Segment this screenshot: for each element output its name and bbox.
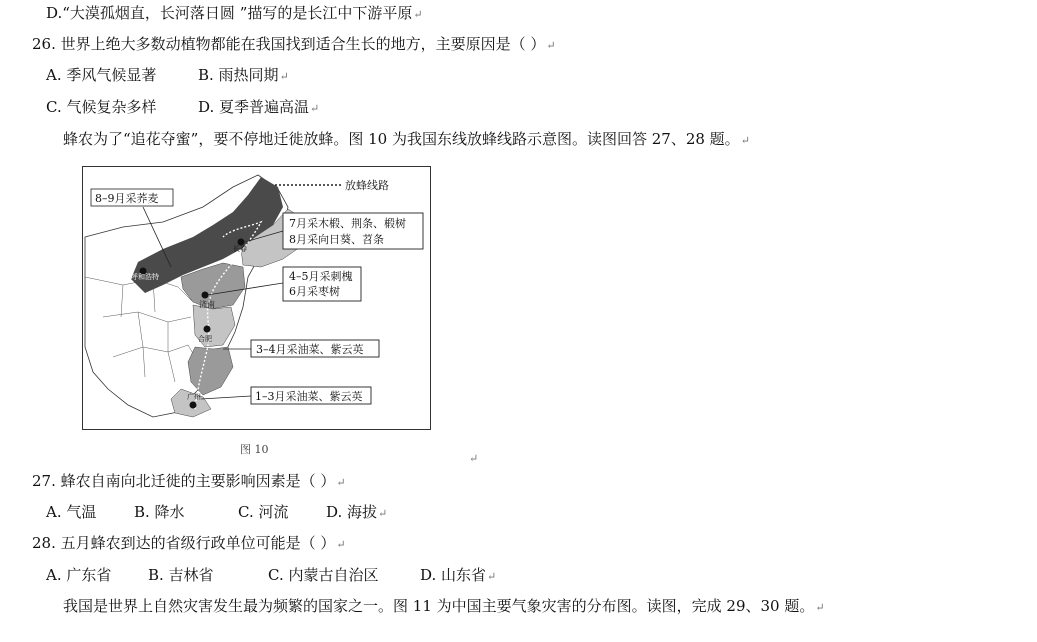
q27-option-b: B. 降水 (134, 503, 185, 521)
q27-option-a: A. 气温 (46, 503, 97, 521)
q27-option-d: D. 海拔 (326, 503, 378, 521)
q28-option-a: A. 广东省 (46, 566, 112, 584)
q27-stem-text: 27. 蜂农自南向北迁徙的主要影响因素是（ ） (32, 472, 336, 490)
q27-stem (32, 472, 346, 492)
city-label-huhehaote: 呼和浩特 (131, 273, 159, 281)
city-label-guangzhou: 广州 (187, 393, 201, 401)
legend-label: 放蜂线路 (345, 179, 389, 192)
passage-disaster (63, 597, 825, 617)
paragraph-mark: ↵ (413, 8, 423, 21)
paragraph-mark: ↵ (487, 570, 497, 583)
paragraph-mark: ↵ (740, 134, 750, 147)
paragraph-mark: ↵ (336, 476, 346, 489)
city-dot-guangzhou (190, 402, 197, 409)
paragraph-mark: ↵ (310, 102, 320, 115)
passage-bee-route-text: 蜂农为了“追花夺蜜”，要不停地迁徙放蜂。图 10 为我国东线放蜂线路示意图。读图回答 27、28 题。 (63, 130, 740, 148)
passage-bee-route (63, 130, 750, 150)
city-label-jinan: 济南 (199, 300, 215, 309)
q28-option-c: C. 内蒙古自治区 (268, 566, 379, 584)
q26-stem (32, 35, 556, 55)
q28-options (46, 566, 496, 586)
q28-option-d: D. 山东省 (420, 566, 487, 584)
q28-option-b: B. 吉林省 (148, 566, 214, 584)
q26-option-c: C. 气候复杂多样 (46, 98, 157, 116)
q26-stem-text: 26. 世界上绝大多数动植物都能在我国找到适合生长的地方，主要原因是（ ） (32, 35, 546, 53)
bee-route-map (82, 166, 431, 430)
q25-option-d (46, 4, 423, 24)
q25-option-d-text: D.“大漠孤烟直，长河落日圆 ”描写的是长江中下游平原 (46, 4, 413, 22)
paragraph-mark: ↵ (815, 601, 825, 614)
city-dot-hefei (204, 326, 211, 333)
city-label-hefei: 合肥 (198, 335, 212, 343)
arrow-gd (201, 396, 251, 399)
city-dot-jinan (202, 292, 209, 299)
label-box-ne-line2: 8月采向日葵、苕条 (289, 233, 384, 246)
paragraph-mark: ↵ (336, 538, 346, 551)
paragraph-mark: ↵ (546, 39, 556, 52)
q26-option-a: A. 季风气候显著 (46, 66, 157, 84)
label-box-gd-text: 1–3月采油菜、紫云英 (255, 390, 363, 403)
bee-route-map-svg (83, 167, 430, 429)
q26-option-b: B. 雨热同期 (198, 66, 279, 84)
q27-options (46, 503, 387, 523)
paragraph-mark: ↵ (279, 70, 289, 83)
passage-disaster-text: 我国是世界上自然灾害发生最为频繁的国家之一。图 11 为中国主要气象灾害的分布图。读图，完成 29、30 题。 (63, 597, 815, 615)
label-box-ne-line1: 7月采木椴、荆条、椴树 (289, 217, 406, 230)
q28-stem (32, 534, 346, 554)
q28-stem-text: 28. 五月蜂农到达的省级行政单位可能是（ ） (32, 534, 336, 552)
label-box-sd-line2: 6月采枣树 (289, 285, 340, 298)
paragraph-mark: ↵ (378, 507, 388, 520)
q27-option-c: C. 河流 (238, 503, 289, 521)
q26-option-d: D. 夏季普遍高温 (198, 98, 310, 116)
q26-options-row1 (46, 66, 289, 86)
label-box-ah-text: 3–4月采油菜、紫云英 (256, 343, 364, 356)
label-box-north-text: 8–9月采荞麦 (95, 192, 159, 205)
paragraph-mark: ↵ (469, 452, 479, 465)
label-box-sd-line1: 4–5月采刺槐 (289, 270, 353, 283)
city-label-changchun: 长春 (233, 245, 247, 253)
q26-options-row2 (46, 98, 319, 118)
figure-caption: 图 10 (240, 443, 269, 456)
